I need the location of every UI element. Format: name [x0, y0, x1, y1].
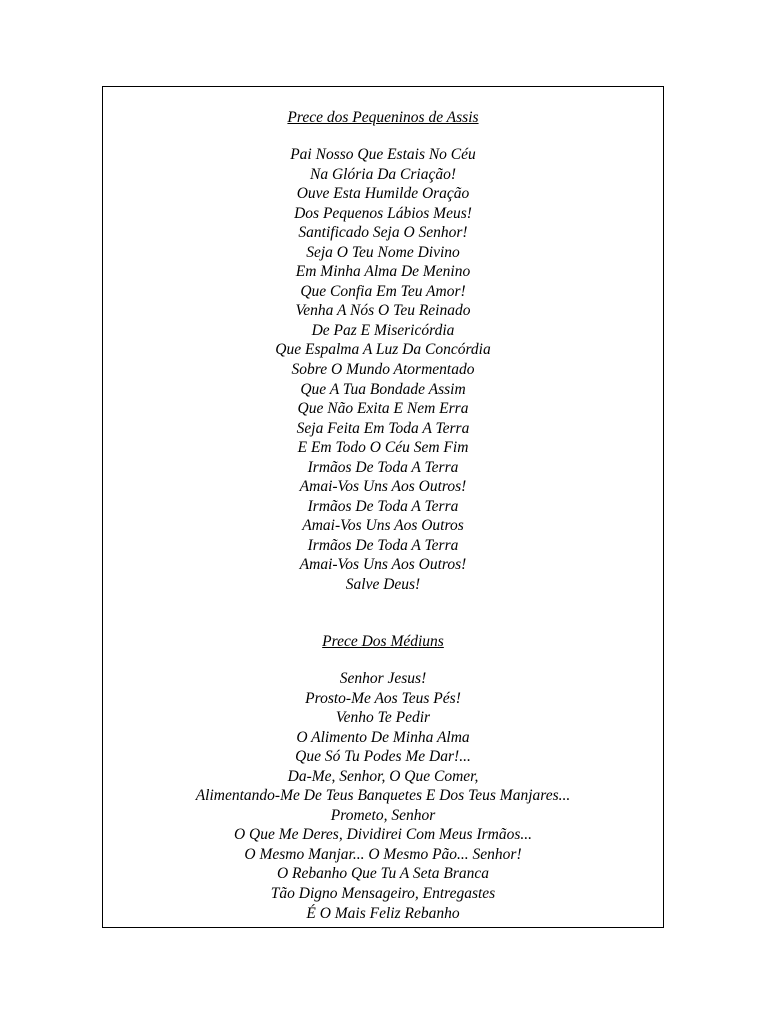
- verse-line: O Mesmo Manjar... O Mesmo Pão... Senhor!: [244, 845, 522, 863]
- verse-line: Na Glória Da Criação!: [310, 165, 456, 183]
- verse-line: O Rebanho Que Tu A Seta Branca: [276, 865, 490, 883]
- verse-line: Que Espalma A Luz Da Concórdia: [275, 341, 491, 359]
- verse-line: Alimentando-Me De Teus Banquetes E Dos Teus Manjares...: [195, 787, 571, 805]
- verse-line: O Alimento De Minha Alma: [296, 728, 470, 746]
- verse-line: Venho Te Pedir: [335, 709, 431, 727]
- verse-line: Santificado Seja O Senhor!: [298, 224, 468, 242]
- verse-line: Irmãos De Toda A Terra: [307, 536, 459, 554]
- verse-line: Amai-Vos Uns Aos Outros: [302, 517, 464, 535]
- verse-line: Venha A Nós O Teu Reinado: [295, 302, 471, 320]
- verse-line: O Que Me Deres, Dividirei Com Meus Irmãos...: [233, 826, 533, 844]
- verse-line: Salve Deus!: [345, 576, 421, 594]
- verse-line: Que Confia Em Teu Amor!: [300, 282, 466, 300]
- verse-line: Seja O Teu Nome Divino: [306, 243, 460, 261]
- verse-list: [103, 145, 663, 595]
- verse-line: Da-Me, Senhor, O Que Comer,: [287, 767, 479, 785]
- verse-line: Irmãos De Toda A Terra: [307, 497, 459, 515]
- verse-line: Pai Nosso Que Estais No Céu: [290, 146, 476, 163]
- verse-line: Dos Pequenos Lábios Meus!: [294, 204, 472, 222]
- verse-line: Irmãos De Toda A Terra: [307, 458, 459, 476]
- verse-line: Prosto-Me Aos Teus Pés!: [305, 689, 461, 707]
- verse-line: Que A Tua Bondade Assim: [300, 380, 466, 398]
- verse-line: Tão Digno Mensageiro, Entregastes: [270, 885, 496, 903]
- verse-line: De Paz E Misericórdia: [311, 321, 455, 339]
- verse-line: É O Mais Feliz Rebanho: [306, 904, 460, 922]
- prayer-section-mediums: [103, 632, 663, 923]
- verse-line: Ouve Esta Humilde Oração: [296, 185, 470, 203]
- section-title: Prece dos Pequeninos de Assis: [287, 109, 479, 126]
- verse-line: Senhor Jesus!: [339, 670, 427, 687]
- verse-line: Prometo, Senhor: [330, 806, 436, 824]
- verse-line: Que Só Tu Podes Me Dar!...: [295, 748, 471, 766]
- verse-line: Amai-Vos Uns Aos Outros!: [299, 556, 467, 574]
- verse-line: Que Não Exita E Nem Erra: [297, 400, 469, 418]
- verse-line: Sobre O Mundo Atormentado: [291, 361, 475, 379]
- verse-line: Amai-Vos Uns Aos Outros!: [299, 478, 467, 496]
- prayer-section-assis: [103, 108, 663, 595]
- verse-list: [103, 669, 663, 923]
- section-title: Prece Dos Médiuns: [322, 633, 444, 650]
- verse-line: E Em Todo O Céu Sem Fim: [297, 439, 469, 457]
- verse-line: Em Minha Alma De Menino: [295, 263, 471, 281]
- verse-line: Seja Feita Em Toda A Terra: [296, 419, 470, 437]
- page-frame: [102, 86, 664, 928]
